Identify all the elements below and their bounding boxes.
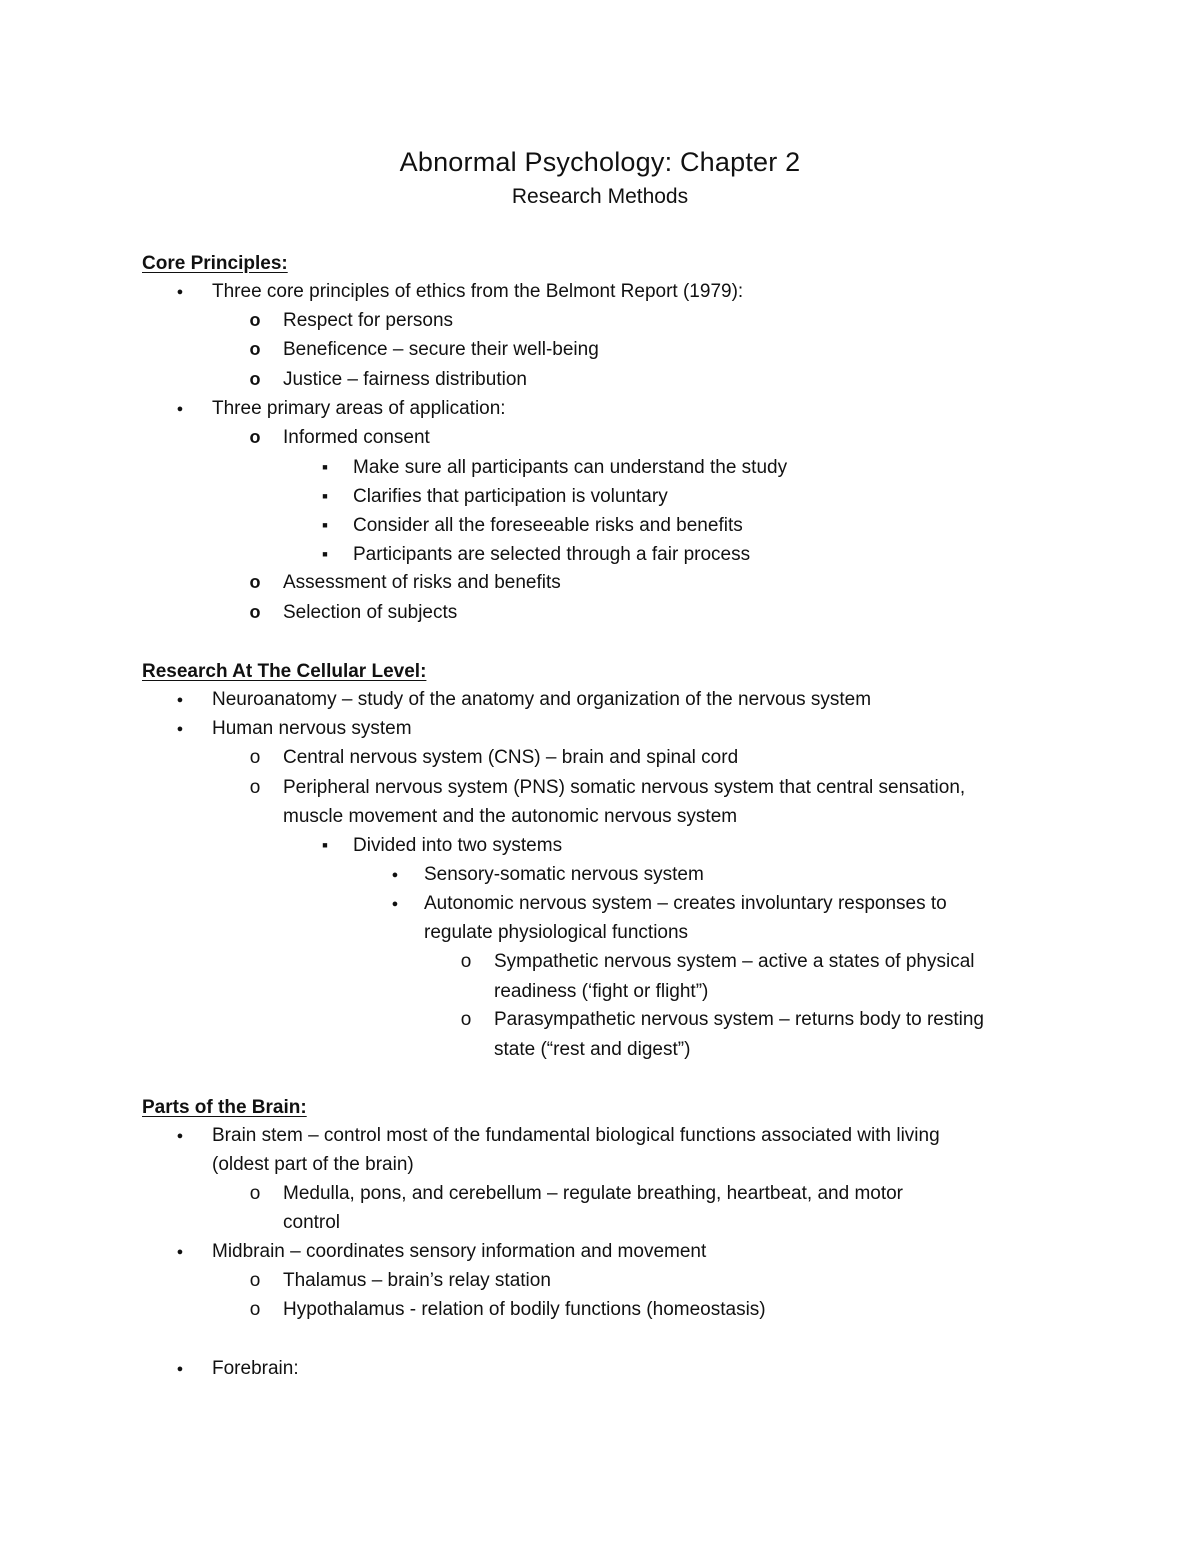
list-item: Midbrain – coordinates sensory information and movement <box>212 1241 707 1262</box>
list-item: Clarifies that participation is voluntary <box>353 486 668 507</box>
list-item: Assessment of risks and benefits <box>283 572 561 593</box>
list-item: Three primary areas of application: <box>212 398 506 419</box>
list-item: Human nervous system <box>212 718 412 739</box>
list-item-continuation: muscle movement and the autonomic nervous system <box>283 806 738 827</box>
list-item-continuation: readiness (‘fight or flight”) <box>494 981 709 1002</box>
bullet-ring-icon <box>456 1005 476 1034</box>
bullet-square-icon <box>315 453 335 485</box>
bullet-dot-icon <box>385 860 405 892</box>
list-item: Sympathetic nervous system – active a states of physical <box>494 951 975 972</box>
list-item: Justice – fairness distribution <box>283 369 527 390</box>
bullet-dot-icon <box>170 1237 190 1269</box>
list-item: Participants are selected through a fair process <box>353 544 751 565</box>
list-item: Three core principles of ethics from the Belmont Report (1979): <box>212 281 744 302</box>
list-item: Brain stem – control most of the fundamental biological functions associated with living <box>212 1125 940 1146</box>
bullet-dot-icon <box>170 1121 190 1153</box>
section-heading-cellular-level: Research At The Cellular Level: <box>142 661 427 682</box>
document-title: Abnormal Psychology: Chapter 2 <box>399 147 801 177</box>
bullet-dot-icon <box>170 714 190 746</box>
list-item: Parasympathetic nervous system – returns body to resting <box>494 1009 985 1030</box>
list-item: Medulla, pons, and cerebellum – regulate breathing, heartbeat, and motor <box>283 1183 904 1204</box>
list-item: Make sure all participants can understand the study <box>353 457 788 478</box>
list-item: Central nervous system (CNS) – brain and spinal cord <box>283 747 739 768</box>
bullet-dot-icon <box>170 277 190 309</box>
bullet-ring-icon <box>245 306 265 335</box>
list-item: Peripheral nervous system (PNS) somatic nervous system that central sensation, <box>283 777 966 798</box>
bullet-dot-icon <box>385 889 405 921</box>
list-item: Consider all the foreseeable risks and benefits <box>353 515 743 536</box>
list-item: Autonomic nervous system – creates involuntary responses to <box>424 893 947 914</box>
document-subtitle: Research Methods <box>511 185 689 208</box>
section-heading-parts-of-brain: Parts of the Brain: <box>142 1097 307 1118</box>
list-item-continuation: control <box>283 1212 341 1233</box>
bullet-ring-icon <box>245 1179 265 1208</box>
bullet-dot-icon <box>170 394 190 426</box>
bullet-dot-icon <box>170 1354 190 1386</box>
list-item: Forebrain: <box>212 1358 299 1379</box>
list-item-continuation: state (“rest and digest”) <box>494 1039 691 1060</box>
bullet-square-icon <box>315 482 335 514</box>
bullet-ring-icon <box>245 423 265 452</box>
bullet-dot-icon <box>170 685 190 717</box>
bullet-ring-icon <box>245 335 265 364</box>
bullet-ring-icon <box>245 365 265 394</box>
bullet-ring-icon <box>245 1266 265 1295</box>
bullet-ring-icon <box>245 743 265 772</box>
list-item: Sensory-somatic nervous system <box>424 864 704 885</box>
bullet-ring-icon <box>245 773 265 802</box>
bullet-square-icon <box>315 511 335 543</box>
list-item: Beneficence – secure their well-being <box>283 339 599 360</box>
list-item: Informed consent <box>283 427 430 448</box>
bullet-ring-icon <box>456 947 476 976</box>
bullet-ring-icon <box>245 598 265 627</box>
list-item: Neuroanatomy – study of the anatomy and organization of the nervous system <box>212 689 872 710</box>
bullet-square-icon <box>315 831 335 863</box>
list-item-continuation: regulate physiological functions <box>424 922 689 943</box>
bullet-ring-icon <box>245 1295 265 1324</box>
list-item-continuation: (oldest part of the brain) <box>212 1154 414 1175</box>
bullet-ring-icon <box>245 568 265 597</box>
list-item: Divided into two systems <box>353 835 563 856</box>
list-item: Thalamus – brain’s relay station <box>283 1270 551 1291</box>
list-item: Selection of subjects <box>283 602 458 623</box>
list-item: Hypothalamus - relation of bodily functions (homeostasis) <box>283 1299 766 1320</box>
section-heading-core-principles: Core Principles: <box>142 253 288 274</box>
list-item: Respect for persons <box>283 310 454 331</box>
